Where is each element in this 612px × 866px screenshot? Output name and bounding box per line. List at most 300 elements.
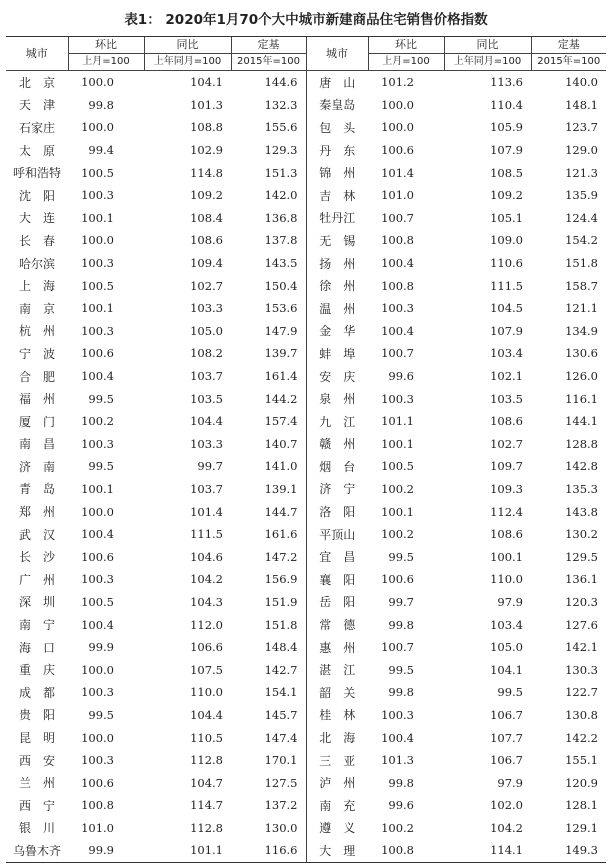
left-mom-cell: 100.8	[81, 798, 114, 813]
right-city-cell: 洛 阳	[306, 500, 368, 523]
right-yoy-cell: 97.9	[497, 594, 523, 609]
table-row	[6, 274, 606, 297]
right-city-cell: 唐 山	[306, 71, 368, 94]
left-city-cell: 哈尔滨	[18, 256, 55, 271]
right-city-cell: 惠 州	[306, 636, 368, 659]
right-city-cell: 九 江	[306, 410, 368, 433]
table-row	[6, 410, 606, 433]
right-mom-cell: 100.0	[381, 120, 414, 135]
right-city-cell: 岳 阳	[306, 591, 368, 614]
left-city-cell: 兰 州	[18, 776, 55, 791]
left-mom-cell: 99.5	[88, 707, 114, 722]
right-mom-cell: 100.8	[381, 278, 414, 293]
right-base-cell: 155.1	[565, 753, 598, 768]
table-row	[6, 229, 606, 252]
right-yoy-cell: 109.2	[490, 188, 523, 203]
table-row	[6, 681, 606, 704]
right-yoy-cell: 104.2	[490, 820, 523, 835]
right-city-cell: 济 宁	[306, 478, 368, 501]
right-mom-cell: 100.1	[381, 436, 414, 451]
header-city-right: 城市	[306, 37, 368, 71]
right-yoy-cell: 103.4	[490, 617, 523, 632]
left-base-cell: 142.7	[264, 662, 298, 677]
left-base-cell: 127.5	[264, 775, 298, 790]
right-yoy-cell: 102.1	[490, 369, 523, 384]
left-yoy-cell: 102.9	[190, 143, 223, 158]
left-city-cell: 杭 州	[18, 324, 55, 339]
right-base-cell: 124.4	[565, 210, 598, 225]
table-row	[6, 365, 606, 388]
left-city-cell: 深 圳	[18, 595, 55, 610]
left-yoy-cell: 112.8	[190, 820, 223, 835]
left-city-cell: 西 宁	[18, 798, 55, 813]
left-base-cell: 157.4	[264, 414, 298, 429]
left-base-cell: 170.1	[264, 753, 298, 768]
right-mom-cell: 101.2	[381, 75, 414, 90]
right-base-cell: 142.2	[565, 730, 598, 745]
right-yoy-cell: 114.1	[444, 839, 531, 862]
right-yoy-cell: 108.6	[490, 527, 523, 542]
right-city-cell: 烟 台	[306, 455, 368, 478]
price-index-table	[6, 36, 606, 863]
right-base-cell: 121.3	[565, 165, 598, 180]
left-yoy-cell: 104.6	[190, 549, 223, 564]
right-base-cell: 144.1	[565, 414, 598, 429]
left-mom-cell: 99.8	[88, 97, 114, 112]
right-city-cell: 韶 关	[306, 681, 368, 704]
right-base-cell: 122.7	[565, 685, 598, 700]
right-city-cell: 包 头	[306, 116, 368, 139]
left-city-cell: 厦 门	[18, 414, 55, 429]
right-city-cell: 襄 阳	[306, 568, 368, 591]
right-city-cell: 平顶山	[306, 523, 368, 546]
right-city-cell: 泉 州	[306, 387, 368, 410]
right-yoy-cell: 110.4	[490, 97, 523, 112]
left-mom-cell: 99.9	[68, 839, 144, 862]
left-mom-cell: 99.5	[88, 459, 114, 474]
left-yoy-cell: 108.8	[190, 120, 223, 135]
left-city-cell: 海 口	[18, 640, 55, 655]
left-yoy-cell: 103.5	[190, 391, 223, 406]
left-yoy-cell: 108.6	[190, 233, 223, 248]
right-city-cell: 遵 义	[306, 817, 368, 840]
left-city-cell: 广 州	[18, 572, 55, 587]
table-row	[6, 207, 606, 230]
right-base-cell: 129.1	[565, 820, 598, 835]
header-base-left: 定基	[231, 37, 306, 54]
left-yoy-cell: 110.0	[190, 685, 223, 700]
right-mom-cell: 99.5	[388, 662, 414, 677]
right-base-cell: 120.9	[565, 775, 598, 790]
left-city-cell: 银 川	[18, 821, 55, 836]
right-base-cell: 135.9	[565, 188, 598, 203]
right-yoy-cell: 108.5	[490, 165, 523, 180]
table-row	[6, 500, 606, 523]
right-city-cell: 金 华	[306, 320, 368, 343]
header-mom-sub-left: 上月=100	[68, 54, 144, 71]
right-city-cell: 丹 东	[306, 139, 368, 162]
left-base-cell: 147.2	[264, 549, 298, 564]
left-mom-cell: 99.9	[88, 640, 114, 655]
left-base-cell: 151.3	[264, 165, 298, 180]
left-mom-cell: 100.0	[81, 662, 114, 677]
table-row	[6, 433, 606, 456]
left-city-cell: 成 都	[18, 685, 55, 700]
right-yoy-cell: 106.7	[490, 753, 523, 768]
table-row	[6, 726, 606, 749]
right-yoy-cell: 112.4	[490, 504, 523, 519]
left-mom-cell: 100.1	[81, 301, 114, 316]
left-mom-cell: 100.6	[81, 346, 114, 361]
left-city-cell: 南 宁	[18, 618, 55, 633]
right-mom-cell: 100.5	[381, 459, 414, 474]
right-mom-cell: 99.8	[388, 775, 414, 790]
right-yoy-cell: 105.1	[490, 210, 523, 225]
right-base-cell: 158.7	[565, 278, 598, 293]
table-row	[6, 817, 606, 840]
left-mom-cell: 100.6	[81, 775, 114, 790]
table-row	[6, 297, 606, 320]
table-row	[6, 116, 606, 139]
right-city-cell: 北 海	[306, 726, 368, 749]
right-yoy-cell: 97.9	[497, 775, 523, 790]
right-yoy-cell: 99.5	[497, 685, 523, 700]
right-mom-cell: 100.0	[381, 97, 414, 112]
left-mom-cell: 100.0	[81, 120, 114, 135]
table-row	[6, 252, 606, 275]
left-base-cell: 137.2	[264, 798, 298, 813]
left-mom-cell: 100.5	[81, 165, 114, 180]
right-mom-cell: 100.8	[381, 233, 414, 248]
table-row	[6, 455, 606, 478]
left-yoy-cell: 103.3	[190, 436, 223, 451]
header-mom-right: 环比	[368, 37, 444, 54]
left-yoy-cell: 105.0	[190, 323, 223, 338]
right-mom-cell: 99.8	[388, 685, 414, 700]
left-mom-cell: 101.0	[81, 820, 114, 835]
left-base-cell: 141.0	[264, 459, 298, 474]
left-city-cell: 沈 阳	[18, 188, 55, 203]
left-mom-cell: 100.0	[81, 504, 114, 519]
right-yoy-cell: 106.7	[490, 707, 523, 722]
right-mom-cell: 100.3	[381, 707, 414, 722]
left-yoy-cell: 114.8	[190, 165, 223, 180]
left-yoy-cell: 104.3	[190, 594, 223, 609]
right-yoy-cell: 107.9	[490, 323, 523, 338]
left-base-cell: 116.6	[231, 839, 306, 862]
left-base-cell: 147.9	[264, 323, 298, 338]
left-yoy-cell: 101.3	[190, 97, 223, 112]
right-mom-cell: 100.2	[381, 481, 414, 496]
right-base-cell: 149.3	[531, 839, 606, 862]
left-yoy-cell: 104.1	[190, 75, 223, 90]
left-base-cell: 145.7	[264, 707, 298, 722]
right-base-cell: 128.8	[565, 436, 598, 451]
right-base-cell: 151.8	[565, 256, 598, 271]
left-base-cell: 137.8	[264, 233, 298, 248]
right-yoy-cell: 108.6	[490, 414, 523, 429]
left-mom-cell: 100.3	[81, 188, 114, 203]
left-base-cell: 151.9	[264, 594, 298, 609]
left-city-cell: 西 安	[18, 753, 55, 768]
left-mom-cell: 100.0	[81, 75, 114, 90]
right-city-cell: 湛 江	[306, 658, 368, 681]
right-city-cell: 赣 州	[306, 433, 368, 456]
left-city-cell: 昆 明	[18, 731, 55, 746]
right-city-cell: 无 锡	[306, 229, 368, 252]
right-yoy-cell: 102.0	[490, 798, 523, 813]
table-row	[6, 636, 606, 659]
left-mom-cell: 99.5	[88, 391, 114, 406]
header-yoy-sub-left: 上年同月=100	[144, 54, 231, 71]
right-mom-cell: 100.7	[381, 346, 414, 361]
right-base-cell: 135.3	[565, 481, 598, 496]
right-yoy-cell: 104.5	[490, 301, 523, 316]
table-row	[6, 658, 606, 681]
right-base-cell: 126.0	[565, 369, 598, 384]
left-yoy-cell: 106.6	[190, 640, 223, 655]
table-row	[6, 184, 606, 207]
right-city-cell: 常 德	[306, 613, 368, 636]
right-base-cell: 129.0	[565, 143, 598, 158]
left-base-cell: 161.4	[264, 369, 298, 384]
left-mom-cell: 100.5	[81, 594, 114, 609]
right-mom-cell: 99.7	[388, 594, 414, 609]
header-yoy-sub-right: 上年同月=100	[444, 54, 531, 71]
left-mom-cell: 100.6	[81, 549, 114, 564]
left-city-cell: 宁 波	[18, 346, 55, 361]
table-row	[6, 387, 606, 410]
right-base-cell: 130.8	[565, 707, 598, 722]
left-mom-cell: 100.4	[81, 617, 114, 632]
left-base-cell: 143.5	[264, 256, 298, 271]
right-yoy-cell: 105.9	[490, 120, 523, 135]
table-row	[6, 71, 606, 94]
table-row	[6, 591, 606, 614]
left-yoy-cell: 114.7	[190, 798, 223, 813]
left-city-cell: 青 岛	[18, 482, 55, 497]
left-base-cell: 161.6	[264, 527, 298, 542]
left-yoy-cell: 103.7	[190, 481, 223, 496]
right-yoy-cell: 104.1	[490, 662, 523, 677]
left-base-cell: 140.7	[264, 436, 298, 451]
table-row	[6, 478, 606, 501]
left-yoy-cell: 108.2	[190, 346, 223, 361]
left-mom-cell: 100.4	[81, 527, 114, 542]
right-yoy-cell: 103.5	[490, 391, 523, 406]
table-row	[6, 342, 606, 365]
right-base-cell: 148.1	[565, 97, 598, 112]
left-base-cell: 144.6	[264, 75, 298, 90]
left-mom-cell: 100.3	[81, 323, 114, 338]
right-city-cell: 秦皇岛	[306, 94, 368, 117]
right-city-cell: 三 亚	[306, 749, 368, 772]
left-yoy-cell: 107.5	[190, 662, 223, 677]
table-row	[6, 94, 606, 117]
right-city-cell: 南 充	[306, 794, 368, 817]
left-city-cell: 福 州	[18, 392, 55, 407]
right-mom-cell: 100.4	[381, 323, 414, 338]
left-base-cell: 139.7	[264, 346, 298, 361]
table-row	[6, 749, 606, 772]
right-base-cell: 116.1	[565, 391, 598, 406]
table-row	[6, 839, 606, 862]
left-mom-cell: 100.3	[81, 256, 114, 271]
right-mom-cell: 100.2	[381, 820, 414, 835]
right-mom-cell: 100.8	[368, 839, 444, 862]
left-city-cell: 长 春	[18, 233, 55, 248]
header-base-sub-left: 2015年=100	[231, 54, 306, 71]
table-title: 表1： 2020年1月70个大中城市新建商品住宅销售价格指数	[124, 12, 488, 28]
right-yoy-cell: 109.7	[490, 459, 523, 474]
left-city-cell: 天 津	[18, 98, 55, 113]
right-base-cell: 130.2	[565, 527, 598, 542]
right-yoy-cell: 109.0	[490, 233, 523, 248]
left-city-cell: 乌鲁木齐	[6, 839, 68, 862]
right-mom-cell: 100.6	[381, 572, 414, 587]
left-yoy-cell: 103.3	[190, 301, 223, 316]
table-row	[6, 523, 606, 546]
left-city-cell: 太 原	[18, 143, 55, 158]
table-row	[6, 545, 606, 568]
left-mom-cell: 100.3	[81, 753, 114, 768]
right-mom-cell: 100.4	[381, 730, 414, 745]
right-mom-cell: 99.5	[388, 549, 414, 564]
left-city-cell: 石家庄	[18, 120, 55, 135]
left-base-cell: 153.6	[264, 301, 298, 316]
header-city-left: 城市	[6, 37, 68, 71]
left-city-cell: 济 南	[18, 459, 55, 474]
left-yoy-cell: 104.2	[190, 572, 223, 587]
right-city-cell: 扬 州	[306, 252, 368, 275]
left-yoy-cell: 101.4	[190, 504, 223, 519]
right-mom-cell: 99.6	[388, 798, 414, 813]
right-yoy-cell: 109.3	[490, 481, 523, 496]
table-row	[6, 320, 606, 343]
left-yoy-cell: 112.8	[190, 753, 223, 768]
right-mom-cell: 100.6	[381, 143, 414, 158]
left-yoy-cell: 109.4	[190, 256, 223, 271]
left-yoy-cell: 101.1	[144, 839, 231, 862]
left-mom-cell: 100.0	[81, 730, 114, 745]
right-yoy-cell: 105.0	[490, 640, 523, 655]
left-yoy-cell: 110.5	[190, 730, 223, 745]
table-row	[6, 161, 606, 184]
right-mom-cell: 100.7	[381, 640, 414, 655]
left-base-cell: 144.7	[264, 504, 298, 519]
left-mom-cell: 100.1	[81, 481, 114, 496]
right-base-cell: 134.9	[565, 323, 598, 338]
right-mom-cell: 101.4	[381, 165, 414, 180]
left-mom-cell: 100.0	[81, 233, 114, 248]
right-mom-cell: 100.3	[381, 391, 414, 406]
right-mom-cell: 99.6	[388, 369, 414, 384]
right-mom-cell: 100.1	[381, 504, 414, 519]
left-yoy-cell: 112.0	[190, 617, 223, 632]
right-mom-cell: 100.4	[381, 256, 414, 271]
right-yoy-cell: 100.1	[490, 549, 523, 564]
right-base-cell: 140.0	[565, 75, 598, 90]
left-city-cell: 武 汉	[18, 527, 55, 542]
right-mom-cell: 100.3	[381, 301, 414, 316]
right-yoy-cell: 110.6	[490, 256, 523, 271]
right-yoy-cell: 110.0	[490, 572, 523, 587]
right-base-cell: 121.1	[565, 301, 598, 316]
right-city-cell: 安 庆	[306, 365, 368, 388]
right-base-cell: 127.6	[565, 617, 598, 632]
left-city-cell: 郑 州	[18, 505, 55, 520]
right-yoy-cell: 107.9	[490, 143, 523, 158]
left-city-cell: 北 京	[18, 75, 55, 90]
right-city-cell: 桂 林	[306, 704, 368, 727]
right-city-cell: 宜 昌	[306, 545, 368, 568]
right-base-cell: 142.8	[565, 459, 598, 474]
left-city-cell: 长 沙	[18, 550, 55, 565]
right-city-cell: 牡丹江	[306, 207, 368, 230]
left-yoy-cell: 104.4	[190, 707, 223, 722]
right-base-cell: 120.3	[565, 594, 598, 609]
left-base-cell: 129.3	[264, 143, 298, 158]
table-row	[6, 613, 606, 636]
left-base-cell: 155.6	[264, 120, 298, 135]
left-mom-cell: 100.1	[81, 210, 114, 225]
right-mom-cell: 100.2	[381, 527, 414, 542]
left-yoy-cell: 104.4	[190, 414, 223, 429]
left-mom-cell: 100.2	[81, 414, 114, 429]
left-city-cell: 合 肥	[18, 369, 55, 384]
left-base-cell: 148.4	[264, 640, 298, 655]
header-yoy-left: 同比	[144, 37, 231, 54]
right-mom-cell: 99.8	[388, 617, 414, 632]
left-yoy-cell: 111.5	[190, 527, 223, 542]
right-base-cell: 136.1	[565, 572, 598, 587]
table-row	[6, 568, 606, 591]
right-yoy-cell: 102.7	[490, 436, 523, 451]
right-mom-cell: 101.0	[381, 188, 414, 203]
header-mom-sub-right: 上月=100	[368, 54, 444, 71]
left-yoy-cell: 104.7	[190, 775, 223, 790]
left-city-cell: 大 连	[18, 211, 55, 226]
left-city-cell: 南 昌	[18, 437, 55, 452]
table-row	[6, 139, 606, 162]
right-city-cell: 温 州	[306, 297, 368, 320]
left-yoy-cell: 99.7	[197, 459, 223, 474]
left-mom-cell: 99.4	[88, 143, 114, 158]
right-yoy-cell: 107.7	[490, 730, 523, 745]
left-base-cell: 136.8	[264, 210, 298, 225]
left-mom-cell: 100.5	[81, 278, 114, 293]
left-base-cell: 139.1	[264, 481, 298, 496]
left-base-cell: 142.0	[264, 188, 298, 203]
left-base-cell: 144.2	[264, 391, 298, 406]
left-city-cell: 贵 阳	[18, 708, 55, 723]
left-mom-cell: 100.4	[81, 369, 114, 384]
right-yoy-cell: 113.6	[490, 75, 523, 90]
left-base-cell: 156.9	[264, 572, 298, 587]
left-yoy-cell: 108.4	[190, 210, 223, 225]
right-base-cell: 123.7	[565, 120, 598, 135]
table-row	[6, 794, 606, 817]
right-base-cell: 130.6	[565, 346, 598, 361]
right-city-cell: 锦 州	[306, 161, 368, 184]
right-yoy-cell: 111.5	[490, 278, 523, 293]
left-base-cell: 130.0	[264, 820, 298, 835]
right-yoy-cell: 103.4	[490, 346, 523, 361]
left-base-cell: 132.3	[264, 97, 298, 112]
left-mom-cell: 100.3	[81, 572, 114, 587]
right-base-cell: 142.1	[565, 640, 598, 655]
table-row	[6, 704, 606, 727]
